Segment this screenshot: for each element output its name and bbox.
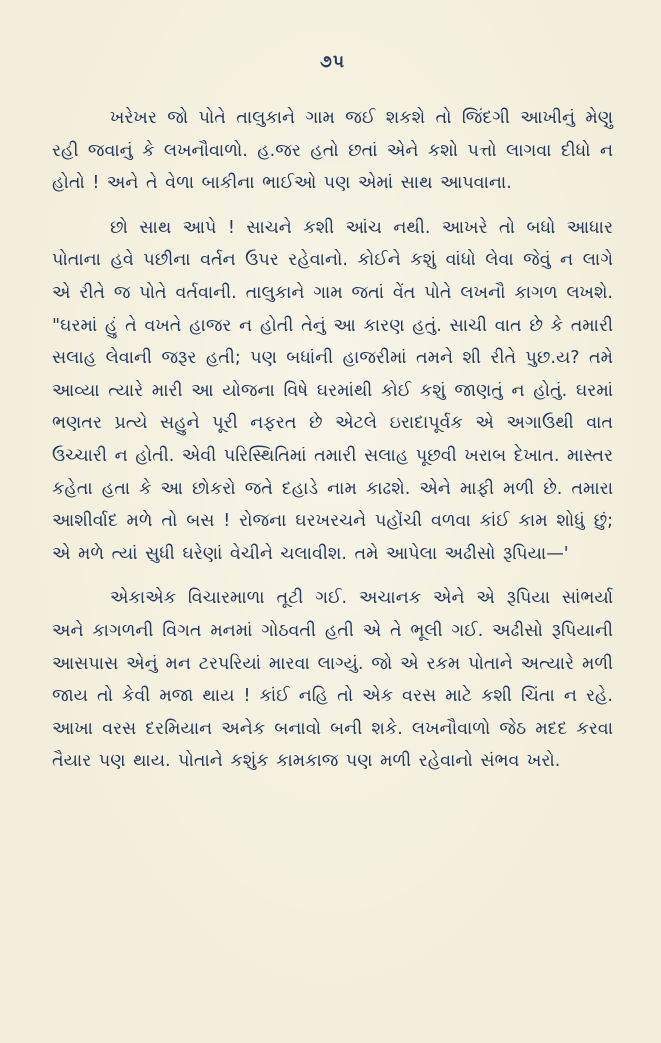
- paragraph-3: એકાએક વિચારમાળા તૂટી ગઈ. અચાનક એને એ રૂપિયા સાંભર્યા અને કાગળની વિગત મનમાં ગોઠવતી હતી એ તે ભૂલી ગઈ. અઢીસો રૂપિયાની આસપાસ એનું મન ટરપરિયાં મારવા લાગ્યું. જો એ રકમ પોતાને અત્યારે મળી જાય તો કેવી મજા થાય ! કાંઈ નહિ તો એક વરસ માટે કશી ચિંતા ન રહે. આખા વરસ દરમિયાન અનેક બનાવો બની શકે. લખનૌવાળો જેઠ મદદ કરવા તૈયાર પણ થાય. પોતાને કશુંક કામકાજ પણ મળી રહેવાનો સંભવ ખરો.: [52, 588, 613, 772]
- paragraph-1: ખરેખર જો પોતે તાલુકાને ગામ જઈ શકશે તો જિંદગી આખીનું મેણુ રહી જવાનું કે લખનૌવાળો. હ.જર હતો છતાં એને કશો પત્તો લાગવા દીધો ન હોતો ! અને તે વેળા બાકીના ભાઈઓ પણ એમાં સાથ આપવાના.: [52, 108, 613, 194]
- page-number: ૭૫: [320, 52, 345, 72]
- paragraph-2: છો સાથ આપે ! સાચને કશી આંચ નથી. આખરે તો બધો આધાર પોતાના હવે પછીના વર્તન ઉપર રહેવાનો. કોઈને કશું વાંધો લેવા જેવું ન લાગે એ રીતે જ પોતે વર્તવાની. તાલુકાને ગામ જતાં વેંત પોતે લખનૌ કાગળ લખશે. "ઘરમાં હું તે વખતે હાજર ન હોતી તેનું આ કારણ હતું. સાચી વાત છે કે તમારી સલાહ લેવાની જરૂર હતી; પણ બધાંની હાજરીમાં તમને શી રીતે પુછ.ય? તમે આવ્યા ત્યારે મારી આ યોજના વિષે ઘરમાંથી કોઈ કશું જાણતું ન હોતું. ઘરમાં ભણતર પ્રત્યે સહુને પૂરી નફરત છે એટલે ઇરાદાપૂર્વક એ અગાઉથી વાત ઉચ્ચારી ન હોતી. એવી પરિસ્થિતિમાં તમારી સલાહ પૂછવી ખરાબ દેખાત. માસ્તર કહેતા હતા કે આ છોકરો જતે દહાડે નામ કાઢશે. એને માફી મળી છે. તમારા આશીર્વાદ મળે તો બસ ! રોજના ઘરખરચને પહોંચી વળવા કાંઈ કામ શોધું છું; એ મળે ત્યાં સુધી ઘરેણાં વેચીને ચલાવીશ. તમે આપેલા અઢીસો રૂપિયા—': [52, 217, 613, 564]
